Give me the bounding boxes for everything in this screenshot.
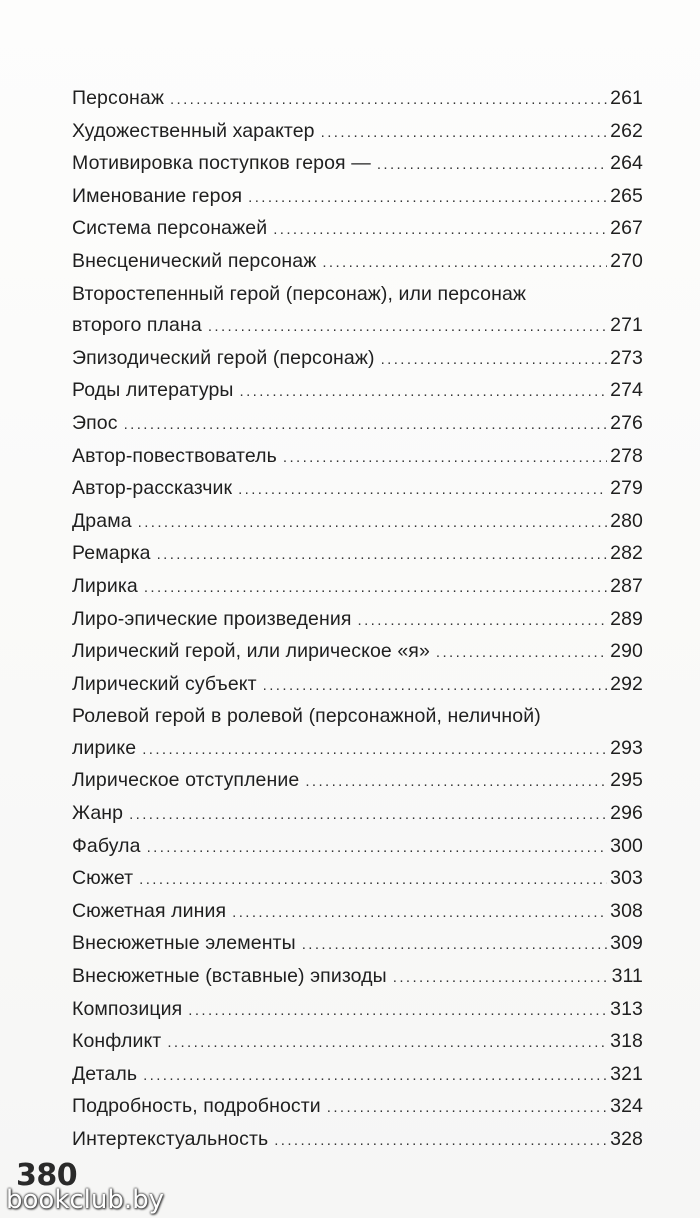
toc-entry-title: Персонаж (72, 87, 164, 109)
dot-leader (157, 539, 608, 571)
toc-entry-title: Фабула (72, 834, 141, 857)
toc-entry-title: Внесюжетные элементы (72, 932, 296, 955)
dot-leader (124, 409, 608, 441)
dot-leader (208, 311, 607, 343)
dot-leader (305, 766, 607, 798)
toc-entry (72, 994, 643, 1027)
dot-leader (238, 474, 607, 506)
toc-entry-row (72, 994, 643, 1027)
toc-entry (72, 279, 643, 343)
toc-entry-row (72, 1091, 643, 1124)
toc-entry (72, 506, 643, 539)
dot-leader (393, 962, 609, 994)
toc-entry-row (72, 473, 643, 506)
toc-entry-row (72, 1026, 643, 1059)
dot-leader (167, 1027, 607, 1059)
toc-entry (72, 83, 643, 116)
toc-entry-row (72, 213, 643, 246)
toc-entry-title: лирике (72, 736, 137, 759)
dot-leader (188, 995, 607, 1027)
toc-entry-page-number: 270 (610, 249, 643, 272)
toc-entry-page-number: 311 (611, 965, 643, 988)
toc-entry-row (72, 246, 643, 279)
dot-leader (327, 1092, 607, 1124)
toc-entry (72, 961, 643, 994)
dot-leader (358, 605, 608, 637)
toc-entry (72, 1124, 643, 1157)
toc-entry-page-number: 328 (610, 1128, 643, 1150)
toc-entry (72, 1091, 643, 1124)
toc-entry-title: Система персонажей (72, 217, 268, 240)
toc-entry (72, 441, 643, 474)
toc-entry-title: Лирика (72, 574, 138, 597)
table-of-contents (72, 83, 643, 1157)
toc-entry-title: Внесюжетные (вставные) эпизоды (72, 965, 387, 988)
dot-leader (436, 637, 607, 669)
toc-entry-page-number: 261 (610, 87, 643, 109)
toc-entry-title: Внесценический персонаж (72, 249, 317, 272)
dot-leader (302, 929, 607, 961)
toc-entry-title: Художественный характер (72, 119, 315, 142)
toc-entry-row (72, 310, 643, 343)
toc-entry-page-number: 324 (610, 1095, 643, 1118)
toc-entry-row (72, 831, 643, 864)
dot-leader (143, 1060, 607, 1092)
toc-entry (72, 636, 643, 669)
toc-entry (72, 1026, 643, 1059)
dot-leader (129, 799, 607, 831)
toc-entry-title: Композиция (72, 997, 183, 1020)
toc-entry-title: Ремарка (72, 542, 151, 565)
dot-leader (263, 670, 607, 702)
toc-entry-row (72, 928, 643, 961)
toc-entry (72, 343, 643, 376)
toc-entry-page-number: 321 (610, 1062, 643, 1085)
toc-entry-page-number: 289 (610, 607, 643, 630)
toc-entry (72, 181, 643, 214)
dot-leader (321, 117, 608, 149)
toc-entry (72, 473, 643, 506)
toc-entry-title: Эпос (72, 411, 118, 434)
toc-entry-page-number: 278 (610, 444, 643, 467)
dot-leader (142, 734, 607, 766)
toc-entry-title-line: Ролевой герой в ролевой (персонажной, неличной) (72, 705, 541, 728)
toc-entry (72, 408, 643, 441)
toc-entry-row (72, 1124, 643, 1157)
toc-entry-row (72, 538, 643, 571)
toc-entry-title: второго плана (72, 314, 202, 337)
toc-entry-row (72, 506, 643, 539)
toc-entry-row (72, 733, 643, 766)
toc-entry-page-number: 265 (610, 184, 643, 207)
toc-entry (72, 701, 643, 765)
toc-entry-title: Лирическое отступление (72, 769, 300, 792)
toc-entry (72, 928, 643, 961)
toc-entry-page-number: 262 (610, 119, 643, 142)
toc-entry-page-number: 276 (610, 411, 643, 434)
toc-entry-page-number: 273 (610, 346, 643, 369)
toc-entry-row (72, 148, 643, 181)
toc-entry-page-number: 274 (610, 379, 643, 402)
toc-entry-title: Лирический субъект (72, 672, 257, 695)
toc-entry-title-line: Второстепенный герой (персонаж), или персонаж (72, 282, 527, 305)
toc-entry-row (72, 863, 643, 896)
toc-entry-row (72, 604, 643, 637)
dot-leader (139, 864, 607, 896)
toc-entry-row (72, 1059, 643, 1092)
toc-entry (72, 798, 643, 831)
toc-entry (72, 246, 643, 279)
toc-entry-page-number: 282 (610, 542, 643, 565)
toc-entry-page-number: 279 (610, 477, 643, 500)
toc-entry-title: Жанр (72, 802, 124, 825)
toc-entry-row (72, 896, 643, 929)
dot-leader (170, 84, 607, 116)
toc-entry-page-number: 290 (610, 640, 643, 663)
toc-entry (72, 604, 643, 637)
dot-leader (322, 247, 607, 279)
toc-entry-title: Лиро-эпические произведения (72, 607, 352, 630)
toc-entry-title: Лирический герой, или лирическое «я» (72, 640, 430, 663)
toc-entry-row (72, 375, 643, 408)
toc-entry-page-number: 318 (610, 1030, 643, 1053)
toc-entry (72, 213, 643, 246)
dot-leader (283, 442, 607, 474)
toc-entry-row (72, 441, 643, 474)
toc-entry-row (72, 636, 643, 669)
toc-entry-row (72, 798, 643, 831)
toc-entry-title: Драма (72, 509, 132, 532)
toc-entry-page-number: 309 (610, 932, 643, 955)
toc-entry-page-number: 313 (610, 997, 643, 1020)
toc-entry-page-number: 303 (610, 867, 643, 890)
toc-entry-title: Эпизодический герой (персонаж) (72, 346, 375, 369)
toc-entry-title: Сюжетная линия (72, 899, 227, 922)
toc-entry-title: Именование героя (72, 184, 243, 207)
toc-entry (72, 148, 643, 181)
toc-entry-page-number: 293 (610, 736, 643, 759)
toc-entry (72, 765, 643, 798)
dot-leader (274, 1125, 607, 1157)
toc-entry-row (72, 181, 643, 214)
toc-entry-row (72, 961, 643, 994)
toc-entry (72, 571, 643, 604)
dot-leader (377, 149, 607, 181)
toc-entry (72, 896, 643, 929)
toc-entry-page-number: 271 (610, 314, 643, 337)
toc-entry-row (72, 571, 643, 604)
toc-entry-row (72, 116, 643, 149)
toc-entry-title: Интертекстуальность (72, 1128, 269, 1150)
toc-entry-page-number: 300 (610, 834, 643, 857)
toc-entry-row (72, 669, 643, 702)
toc-entry (72, 863, 643, 896)
toc-entry-page-number: 264 (610, 152, 643, 175)
toc-entry (72, 538, 643, 571)
toc-entry-row (72, 343, 643, 376)
page-number: 380 (16, 1158, 78, 1193)
toc-entry-row (72, 765, 643, 798)
toc-entry-title: Автор-рассказчик (72, 477, 233, 500)
watermark: bookclub.by (6, 1185, 165, 1215)
toc-entry-page-number: 287 (610, 574, 643, 597)
toc-entry-row (72, 408, 643, 441)
toc-entry-title: Сюжет (72, 867, 134, 890)
toc-entry-title: Деталь (72, 1062, 138, 1085)
toc-entry-page-number: 308 (610, 899, 643, 922)
toc-entry-title: Подробность, подробности (72, 1095, 321, 1118)
dot-leader (381, 344, 608, 376)
dot-leader (138, 507, 608, 539)
toc-entry-page-number: 292 (610, 672, 643, 695)
toc-entry (72, 375, 643, 408)
dot-leader (232, 897, 607, 929)
toc-entry-page-number: 280 (610, 509, 643, 532)
toc-entry-page-number: 295 (610, 769, 643, 792)
dot-leader (144, 572, 607, 604)
toc-entry-page-number: 296 (610, 802, 643, 825)
toc-entry-title: Автор-повествователь (72, 444, 277, 467)
dot-leader (248, 182, 607, 214)
toc-entry (72, 1059, 643, 1092)
toc-entry (72, 116, 643, 149)
toc-entry (72, 669, 643, 702)
toc-entry-row (72, 83, 643, 116)
toc-entry-title: Конфликт (72, 1030, 162, 1053)
dot-leader (147, 832, 608, 864)
dot-leader (240, 376, 608, 408)
toc-entry-title: Мотивировка поступков героя — (72, 152, 371, 175)
toc-entry (72, 831, 643, 864)
toc-entry-page-number: 267 (610, 217, 643, 240)
dot-leader (273, 214, 607, 246)
toc-entry-title: Роды литературы (72, 379, 234, 402)
